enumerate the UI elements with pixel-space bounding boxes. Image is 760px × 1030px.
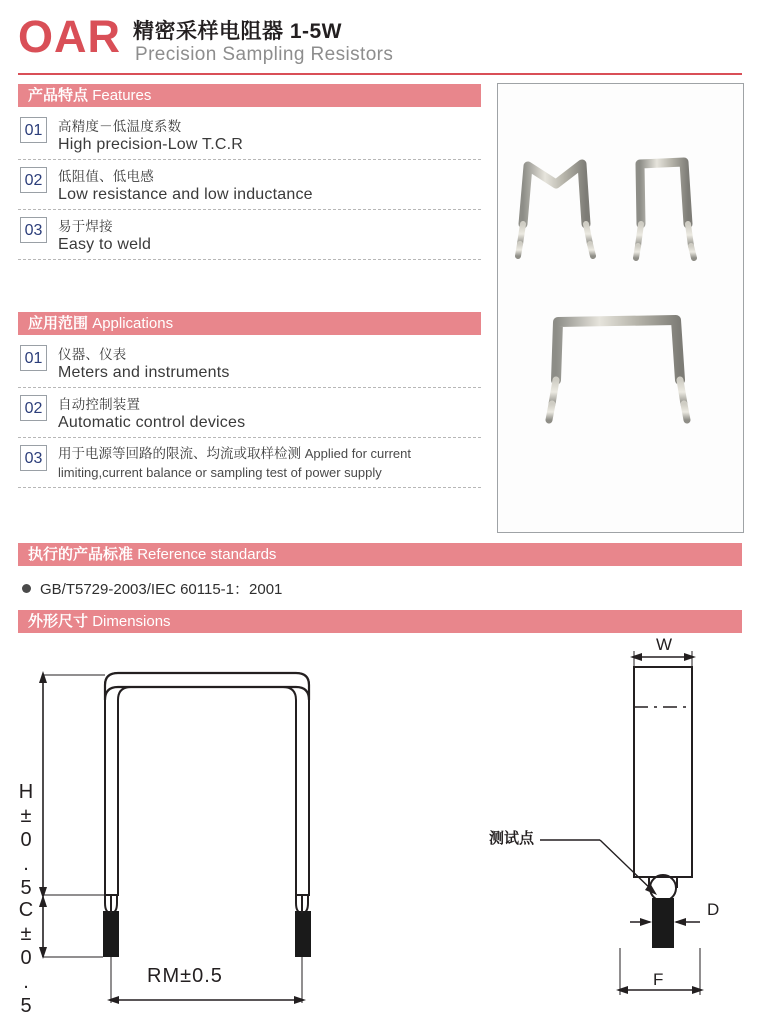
page-header: [0, 0, 760, 72]
applications-list: [18, 338, 481, 488]
section-header-standards: [18, 543, 742, 566]
dim-label-test-point: 测试点: [489, 830, 535, 847]
dim-label-width: W: [656, 635, 673, 654]
list-item-cn: 仪器、仪表: [58, 347, 127, 362]
section-header-features: [18, 84, 481, 107]
list-item: [18, 110, 481, 160]
section-header-dimensions: [18, 610, 742, 633]
list-item-cn: 易于焊接: [58, 219, 113, 234]
list-item: [18, 210, 481, 260]
list-item: [18, 438, 481, 488]
list-item-en: High precision-Low T.C.R: [58, 136, 244, 153]
list-item: [18, 338, 481, 388]
standards-bar-en: Reference standards: [137, 546, 277, 563]
list-item-number: 01: [20, 345, 47, 371]
page-title-cn: 精密采样电阻器 1-5W: [133, 20, 343, 43]
brand-logo: OAR: [18, 11, 121, 62]
header-divider: [18, 73, 742, 75]
standards-bar-cn: 执行的产品标准: [28, 546, 134, 563]
list-item-en: Low resistance and low inductance: [58, 186, 313, 203]
dimensions-bar-cn: 外形尺寸: [28, 613, 89, 630]
dim-label-foot: F: [653, 970, 664, 989]
list-item-en: Applied for current limiting,current balance or sampling test of power supply: [58, 446, 411, 480]
list-item-en: Meters and instruments: [58, 364, 230, 381]
list-item-cn: 低阻值、低电感: [58, 169, 154, 184]
product-photo: [497, 83, 744, 533]
list-item-en: Automatic control devices: [58, 414, 246, 431]
applications-bar-en: Applications: [92, 315, 174, 332]
dimension-drawings: [0, 635, 760, 1025]
list-item-mixed: [58, 438, 481, 487]
dimension-drawing-svg: [0, 645, 760, 1025]
features-bar-cn: 产品特点: [28, 87, 89, 104]
dim-label-height: H±0.5: [15, 781, 37, 901]
list-item-en: Easy to weld: [58, 236, 152, 253]
list-item: [18, 160, 481, 210]
list-item-number: 03: [20, 445, 47, 471]
bullet-icon: [22, 584, 31, 593]
applications-bar-cn: 应用范围: [28, 315, 89, 332]
list-item-number: 02: [20, 395, 47, 421]
list-item-cn: 高精度－低温度系数: [58, 119, 182, 134]
list-item-cn: 自动控制装置: [58, 397, 141, 412]
dimensions-bar-en: Dimensions: [92, 613, 171, 630]
section-header-applications: [18, 312, 481, 335]
dim-label-thickness: D: [707, 900, 720, 919]
list-item-number: 03: [20, 217, 47, 243]
standards-value-row: [22, 578, 282, 599]
features-bar-en: Features: [92, 87, 152, 104]
dim-label-pitch: RM±0.5: [147, 965, 223, 987]
page-title-en: Precision Sampling Resistors: [135, 44, 394, 65]
list-item-cn: 用于电源等回路的限流、均流或取样检测: [58, 446, 305, 461]
resistor-photo-illustration: [498, 84, 741, 530]
list-item-number: 01: [20, 117, 47, 143]
list-item: [18, 388, 481, 438]
list-item-number: 02: [20, 167, 47, 193]
standards-value: GB/T5729-2003/IEC 60115-1：2001: [40, 581, 283, 598]
dim-label-lead: C±0.5: [15, 899, 37, 1019]
features-list: [18, 110, 481, 260]
